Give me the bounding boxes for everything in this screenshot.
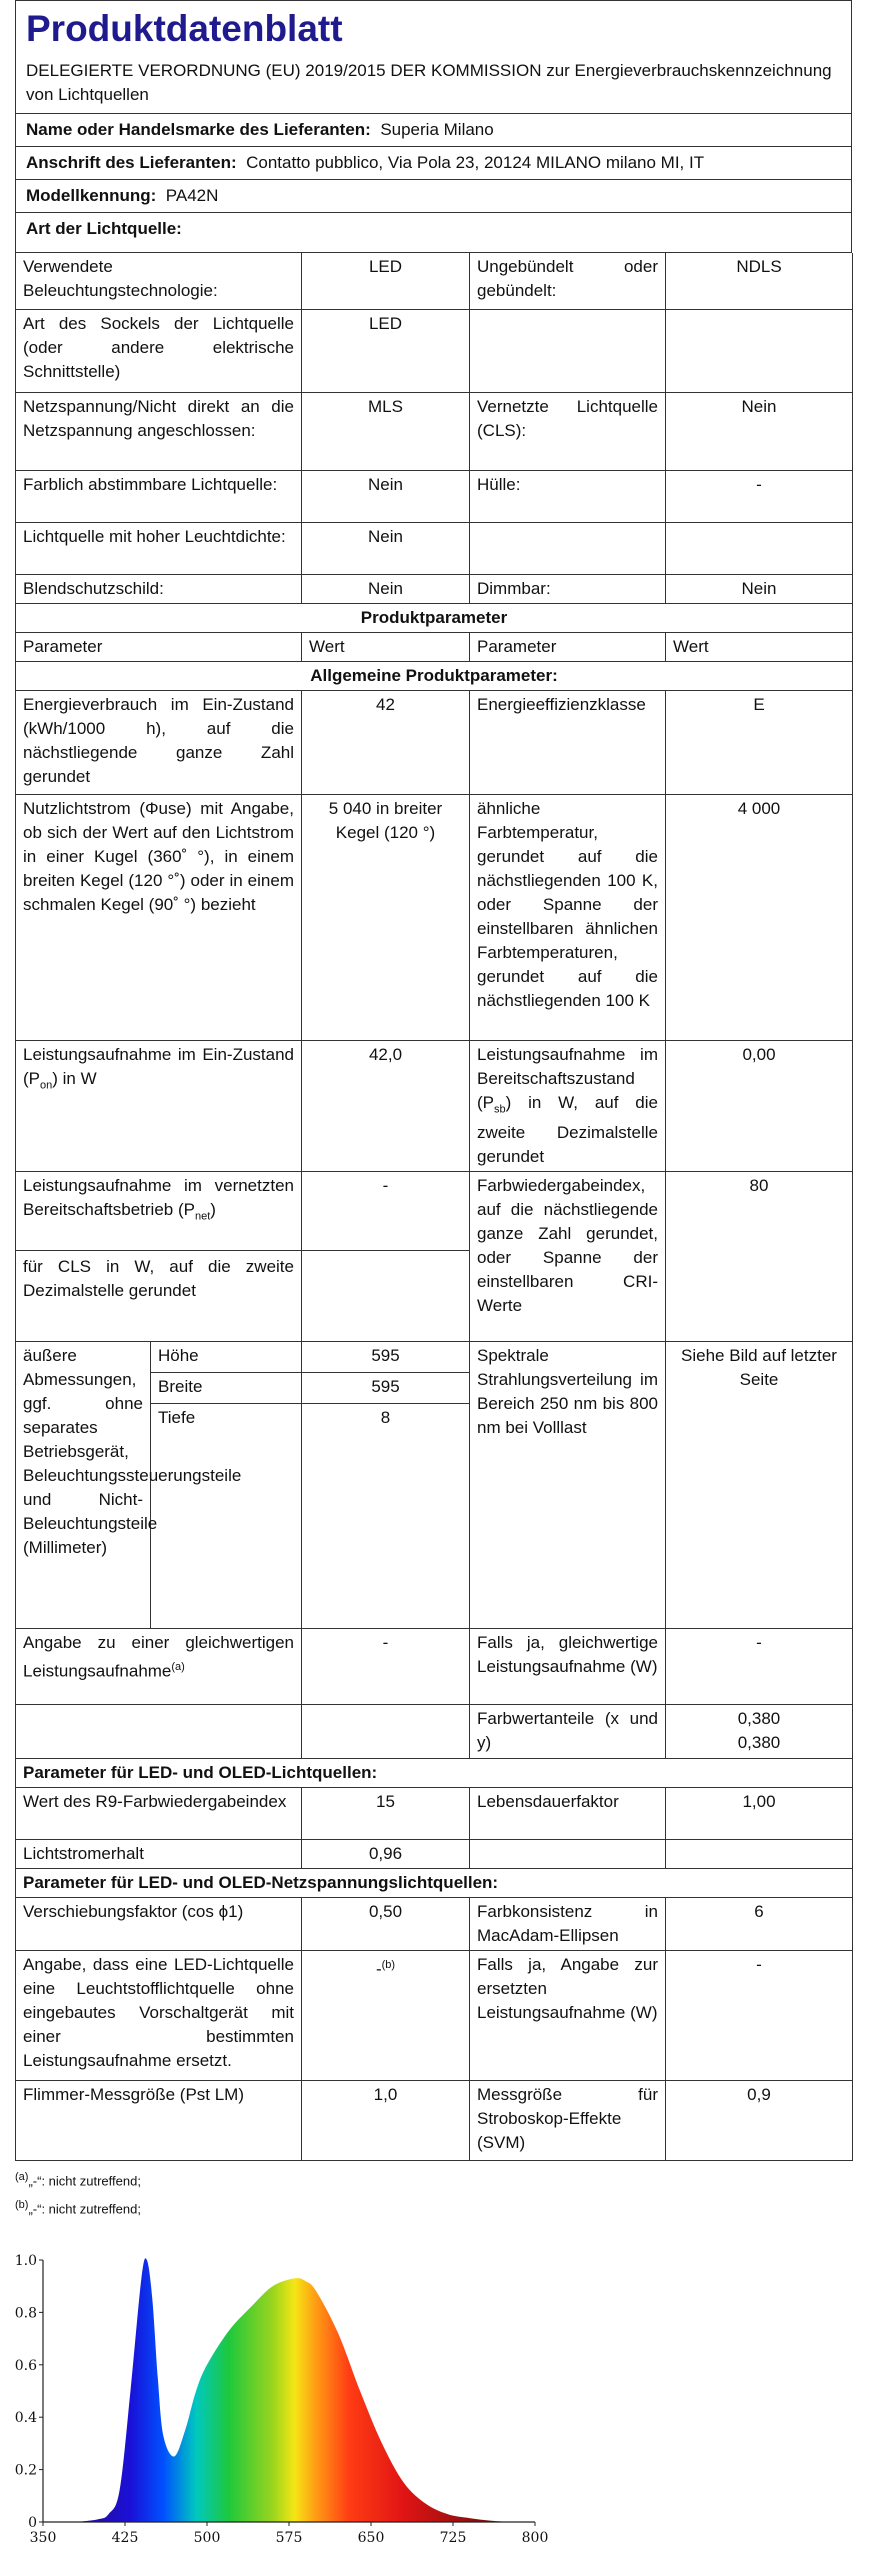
- height-label: Höhe: [151, 1342, 301, 1373]
- dims-values: [302, 1341, 470, 1628]
- spectrum-chart: [14, 2250, 549, 2555]
- psb-value: 0,00: [666, 1040, 853, 1171]
- replace-value: [302, 1950, 470, 2080]
- supplier-address-label: Anschrift des Lieferanten:: [26, 153, 237, 172]
- equiv-w-label: Falls ja, gleichwertige Leistungsaufnahme (W): [470, 1628, 666, 1704]
- equiv-sup: (a): [171, 1660, 185, 1673]
- table-row: [16, 2080, 853, 2160]
- maint-label: Lichtstromerhalt: [16, 1839, 302, 1868]
- col-header-param: Parameter: [16, 632, 302, 661]
- model-value: PA42N: [165, 186, 219, 205]
- maint-value: 0,96: [302, 1839, 470, 1868]
- mains-params-heading: Parameter für LED- und OLED-Netzspannungslichtquellen:: [16, 1868, 853, 1897]
- dimmable-value: Nein: [666, 574, 853, 603]
- replace-value-text: -: [375, 1959, 382, 1979]
- cct-value: 4 000: [666, 794, 853, 1040]
- table-row: [16, 392, 853, 470]
- table-row: [16, 1171, 853, 1341]
- ndls-label: Ungebündelt oder gebündelt:: [470, 253, 666, 309]
- regulation-text: DELEGIERTE VERORDNUNG (EU) 2019/2015 DER KOMMISSION zur Energieverbrauchskennzeichnung von Lichtquellen: [15, 53, 852, 114]
- width-value: 595: [302, 1373, 469, 1404]
- dims-cell: [16, 1341, 302, 1628]
- x-tick-label: 800: [521, 2530, 549, 2546]
- spectrum-area: [76, 2258, 513, 2522]
- supplier-name-row: [15, 114, 852, 147]
- flicker-value: 1,0: [302, 2080, 470, 2160]
- survival-label: Lebensdauerfaktor: [470, 1787, 666, 1839]
- table-row: [16, 1040, 853, 1171]
- col-header-value: Wert: [666, 632, 853, 661]
- equiv-label: [16, 1628, 302, 1704]
- x-tick-label: 350: [29, 2530, 57, 2546]
- replace-w-value: -: [666, 1950, 853, 2080]
- table-row: [16, 1787, 853, 1839]
- equiv-value: -: [302, 1628, 470, 1704]
- plot-area: [15, 2253, 549, 2546]
- supplier-name-label: Name oder Handelsmarke des Lieferanten:: [26, 120, 371, 139]
- psb-label: [470, 1040, 666, 1171]
- table-row: [16, 309, 853, 392]
- footnote-a-text: „-“: nicht zutreffend;: [28, 2173, 141, 2189]
- footnote-a: [15, 2167, 852, 2191]
- chroma-x: 0,380: [737, 1708, 781, 1728]
- glare-label: Blendschutzschild:: [16, 574, 302, 603]
- table-row: [16, 661, 853, 690]
- y-tick-label: 0.2: [14, 2462, 37, 2479]
- title-box: [15, 0, 852, 53]
- x-tick-label: 650: [357, 2530, 385, 2546]
- table-row: [16, 632, 853, 661]
- table-row: [16, 1758, 853, 1787]
- general-params-heading: Allgemeine Produktparameter:: [16, 661, 853, 690]
- glare-value: Nein: [302, 574, 470, 603]
- dpf-value: 0,50: [302, 1897, 470, 1950]
- cri-label: Farbwiedergabeindex, auf die nächstliegende ganze Zahl gerundet, oder Spanne der einstellbaren CRI-Werte: [470, 1171, 666, 1341]
- pon-label-b: ) in W: [52, 1068, 97, 1088]
- table-row: [16, 690, 853, 794]
- spd-value: Siehe Bild auf letzter Seite: [666, 1341, 853, 1628]
- empty-cell: [666, 1839, 853, 1868]
- pon-sub: on: [40, 1078, 53, 1091]
- pon-label-a: Leistungsaufnahme im Ein-Zustand (P: [23, 1044, 294, 1088]
- mains-label: Netzspannung/Nicht direkt an die Netzspannung angeschlossen:: [16, 392, 302, 470]
- equiv-w-value: -: [666, 1628, 853, 1704]
- table-row: [16, 574, 853, 603]
- table-row: [16, 1628, 853, 1704]
- depth-value: 8: [380, 1407, 391, 1427]
- empty-cell: [666, 522, 853, 574]
- psb-label-b: ) in W, auf die zweite Dezimalstelle gerundet: [477, 1092, 658, 1166]
- table-row: [16, 1950, 853, 2080]
- footnote-a-mark: (a): [15, 2170, 29, 2183]
- table-row: [16, 1341, 853, 1628]
- dpf-label: Verschiebungsfaktor (cos ϕ1): [16, 1897, 302, 1950]
- empty-cell: [470, 1839, 666, 1868]
- product-params-heading: Produktparameter: [16, 603, 853, 632]
- depth-label: Tiefe: [158, 1407, 196, 1427]
- page-title: Produktdatenblatt: [26, 8, 343, 49]
- table-row: [16, 470, 853, 522]
- socket-value: LED: [302, 309, 470, 392]
- y-tick-label: 0: [28, 2515, 37, 2531]
- supplier-address-row: [15, 147, 852, 180]
- pnet-label-a: Leistungsaufnahme im vernetzten Bereitschaftsbetrieb (P: [23, 1175, 294, 1219]
- x-tick-label: 425: [111, 2530, 139, 2546]
- empty-cell: [470, 522, 666, 574]
- footnote-b: [15, 2195, 852, 2219]
- table-row: [16, 1897, 853, 1950]
- r9-label: Wert des R9-Farbwiedergabeindex: [16, 1787, 302, 1839]
- dimmable-label: Dimmbar:: [470, 574, 666, 603]
- envelope-value: -: [666, 470, 853, 522]
- class-label: Energieeffizienzklasse: [470, 690, 666, 794]
- footnote-b-mark: (b): [15, 2199, 29, 2212]
- survival-value: 1,00: [666, 1787, 853, 1839]
- psb-sub: sb: [494, 1102, 506, 1115]
- macadam-value: 6: [666, 1897, 853, 1950]
- macadam-label: Farbkonsistenz in MacAdam-Ellipsen: [470, 1897, 666, 1950]
- product-data-sheet: [15, 0, 852, 2220]
- table-row: [16, 1839, 853, 1868]
- height-value: 595: [302, 1342, 469, 1373]
- tunable-label: Farblich abstimmbare Lichtquelle:: [16, 470, 302, 522]
- cct-label: ähnliche Farbtemperatur, gerundet auf die nächstliegenden 100 K, oder Spanne der einstellbaren ähnlichen Farbtemperaturen, gerundet auf die nächstliegenden 100 K: [470, 794, 666, 1040]
- flux-label: Nutzlichtstrom (Φuse) mit Angabe, ob sich der Wert auf den Lichtstrom in einer Kugel (360˚ °), in einem breiten Kegel (120 °˚) oder in einem schmalen Kegel (90˚ °) bezieht: [16, 794, 302, 1040]
- pnet-sub: net: [194, 1210, 211, 1223]
- ndls-value: NDLS: [666, 253, 853, 309]
- replace-label: Angabe, dass eine LED-Lichtquelle eine Leuchtstofflichtquelle ohne eingebautes Vorschaltgerät mit einer bestimmten Leistungsaufnahme ersetzt.: [16, 1950, 302, 2080]
- footnote-b-text: „-“: nicht zutreffend;: [28, 2201, 141, 2217]
- tunable-value: Nein: [302, 470, 470, 522]
- x-tick-label: 725: [439, 2530, 467, 2546]
- svm-value: 0,9: [666, 2080, 853, 2160]
- empty-cell: [666, 309, 853, 392]
- led-params-heading: Parameter für LED- und OLED-Lichtquellen:: [16, 1758, 853, 1787]
- y-tick-label: 0.8: [14, 2305, 37, 2322]
- equiv-label-text: Angabe zu einer gleichwertigen Leistungsaufnahme: [23, 1632, 294, 1681]
- supplier-address-value: Contatto pubblico, Via Pola 23, 20124 MILANO milano MI, IT: [246, 153, 705, 172]
- empty-cell: [16, 1704, 302, 1758]
- highlum-value: Nein: [302, 522, 470, 574]
- supplier-name-value: Superia Milano: [380, 120, 494, 139]
- pnet-value: [302, 1171, 470, 1341]
- pnet-label-b: ): [210, 1199, 216, 1219]
- width-label: Breite: [151, 1373, 301, 1404]
- pnet-label-c: für CLS in W, auf die zweite Dezimalstelle gerundet: [23, 1256, 294, 1300]
- lightsource-type-label: Art der Lichtquelle:: [26, 219, 182, 238]
- pnet-label: [16, 1171, 302, 1341]
- chroma-y: 0,380: [737, 1732, 781, 1752]
- cls-label: Vernetzte Lichtquelle (CLS):: [470, 392, 666, 470]
- pon-value: 42,0: [302, 1040, 470, 1171]
- col-header-param: Parameter: [470, 632, 666, 661]
- spd-label: Spektrale Strahlungsverteilung im Bereich 250 nm bis 800 nm bei Volllast: [470, 1341, 666, 1628]
- tech-label: Verwendete Beleuchtungstechnologie:: [16, 253, 302, 309]
- class-value: E: [666, 690, 853, 794]
- envelope-label: Hülle:: [470, 470, 666, 522]
- y-tick-label: 0.6: [14, 2357, 37, 2374]
- y-tick-label: 0.4: [14, 2410, 37, 2427]
- table-row: [16, 1704, 853, 1758]
- y-tick-label: 1.0: [14, 2253, 37, 2269]
- psb-label-a: Leistungsaufnahme im Bereitschaftszustand (P: [477, 1044, 658, 1112]
- table-row: [16, 253, 853, 309]
- table-row: [16, 1868, 853, 1897]
- empty-cell: [302, 1704, 470, 1758]
- replace-w-label: Falls ja, Angabe zur ersetzten Leistungsaufnahme (W): [470, 1950, 666, 2080]
- lightsource-table: [15, 253, 853, 2161]
- lightsource-type-row: [15, 213, 852, 253]
- table-row: [16, 522, 853, 574]
- pnet-value-text: -: [302, 1174, 469, 1251]
- chroma-label: Farbwertanteile (x und y): [470, 1704, 666, 1758]
- flicker-label: Flimmer-Messgröße (Pst LM): [16, 2080, 302, 2160]
- empty-cell: [470, 309, 666, 392]
- replace-sup: (b): [381, 1958, 396, 1971]
- x-tick-label: 500: [193, 2530, 221, 2546]
- energy-label: Energieverbrauch im Ein-Zustand (kWh/1000 h), auf die nächstliegende ganze Zahl gerundet: [16, 690, 302, 794]
- cri-value: 80: [666, 1171, 853, 1341]
- model-row: [15, 180, 852, 213]
- pon-label: [16, 1040, 302, 1171]
- highlum-label: Lichtquelle mit hoher Leuchtdichte:: [16, 522, 302, 574]
- x-tick-label: 575: [275, 2530, 303, 2546]
- mains-value: MLS: [302, 392, 470, 470]
- cls-value: Nein: [666, 392, 853, 470]
- table-row: [16, 603, 853, 632]
- footnotes: [15, 2161, 852, 2220]
- flux-value: 5 040 in breiter Kegel (120 °): [302, 794, 470, 1040]
- model-label: Modellkennung:: [26, 186, 157, 205]
- col-header-value: Wert: [302, 632, 470, 661]
- r9-value: 15: [302, 1787, 470, 1839]
- table-row: [16, 794, 853, 1040]
- dims-label: äußere Abmessungen, ggf. ohne separates Betriebsgerät, Beleuchtungssteuerungsteile und Nicht-Beleuchtungsteile (Millimeter): [16, 1342, 151, 1628]
- svm-label: Messgröße für Stroboskop-Effekte (SVM): [470, 2080, 666, 2160]
- energy-value: 42: [302, 690, 470, 794]
- dims-subtable: [16, 1342, 301, 1628]
- chroma-values: [666, 1704, 853, 1758]
- socket-label: Art des Sockels der Lichtquelle (oder andere elektrische Schnittstelle): [16, 309, 302, 392]
- tech-value: LED: [302, 253, 470, 309]
